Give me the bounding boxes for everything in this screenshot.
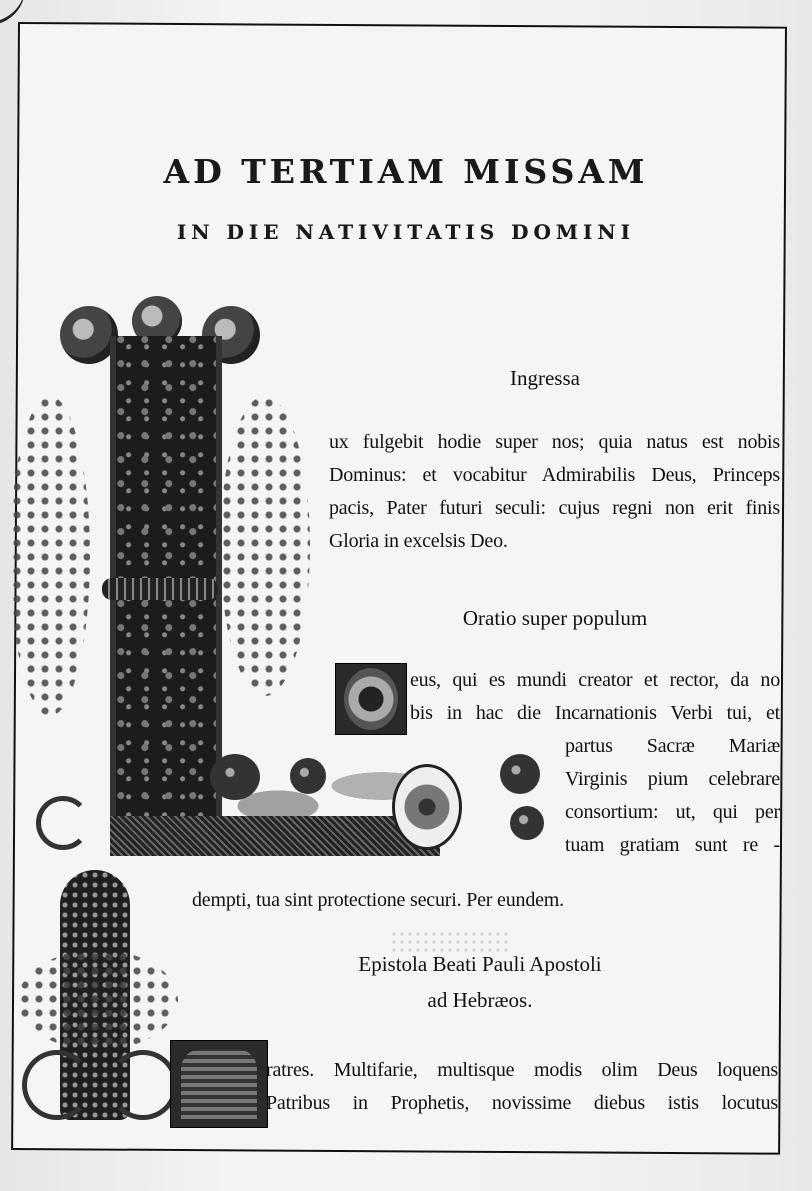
text-line: Virginis pium celebrare <box>565 768 780 790</box>
tulip-icon <box>510 806 544 840</box>
oratio-text-bottom <box>192 884 692 917</box>
illuminated-initial-D <box>335 663 407 735</box>
faint-scroll-ornament <box>390 930 510 952</box>
text-line: Dominus: et vocabitur Admirabilis Deus, Princeps <box>329 464 780 486</box>
section-heading-ingressa: Ingressa <box>510 366 580 390</box>
section-heading-epistola: Epistola Beati Pauli Apostoli <box>358 952 602 976</box>
letter-f-glyph <box>181 1049 257 1119</box>
oratio-text-top <box>410 664 780 730</box>
text-line: pacis, Pater futuri seculi: cujus regni non erit finis <box>329 497 780 519</box>
introit-text <box>329 426 780 558</box>
text-line: partus Sacræ Mariæ <box>565 735 780 757</box>
pansy-icon <box>210 754 260 800</box>
oratio-text-right <box>565 730 780 862</box>
scroll-curl-icon <box>108 1050 178 1120</box>
page-title: AD TERTIAM MISSAM <box>163 152 649 191</box>
text-line: ratres. Multifarie, multisque modis olim Deus loquens <box>266 1059 778 1081</box>
bud-icon <box>290 758 326 794</box>
scroll-curl-icon <box>36 796 90 850</box>
letter-band <box>102 578 218 600</box>
illuminated-initial-F <box>170 1040 268 1128</box>
letter-foot <box>110 816 440 856</box>
text-line: Gloria in excelsis Deo. <box>329 530 508 552</box>
text-line: Patribus in Prophetis, novissime diebus istis locutus <box>266 1092 778 1114</box>
bud-icon <box>500 754 540 794</box>
text-line: dempti, tua sint protectione securi. Per eundem. <box>192 889 564 911</box>
text-line: ux fulgebit hodie super nos; quia natus est nobis <box>329 431 780 453</box>
section-heading-epistola-sub: ad Hebræos. <box>427 988 533 1012</box>
flower-medallion-icon <box>392 764 462 850</box>
scroll-curl-icon <box>22 1050 92 1120</box>
text-line: tuam gratiam sunt re - <box>565 834 780 856</box>
floral-spray-right <box>220 396 310 696</box>
text-line: bis in hac die Incarnationis Verbi tui, et <box>410 702 780 724</box>
epistola-text <box>266 1054 778 1120</box>
floral-spray-left <box>10 396 90 716</box>
text-line: eus, qui es mundi creator et rector, da no <box>410 669 780 691</box>
page-subtitle: IN DIE NATIVITATIS DOMINI <box>176 220 636 244</box>
letter-d-glyph <box>344 668 398 730</box>
floral-spray-bottom <box>18 950 178 1050</box>
section-heading-oratio: Oratio super populum <box>462 606 648 630</box>
text-line: consortium: ut, qui per <box>565 801 780 823</box>
